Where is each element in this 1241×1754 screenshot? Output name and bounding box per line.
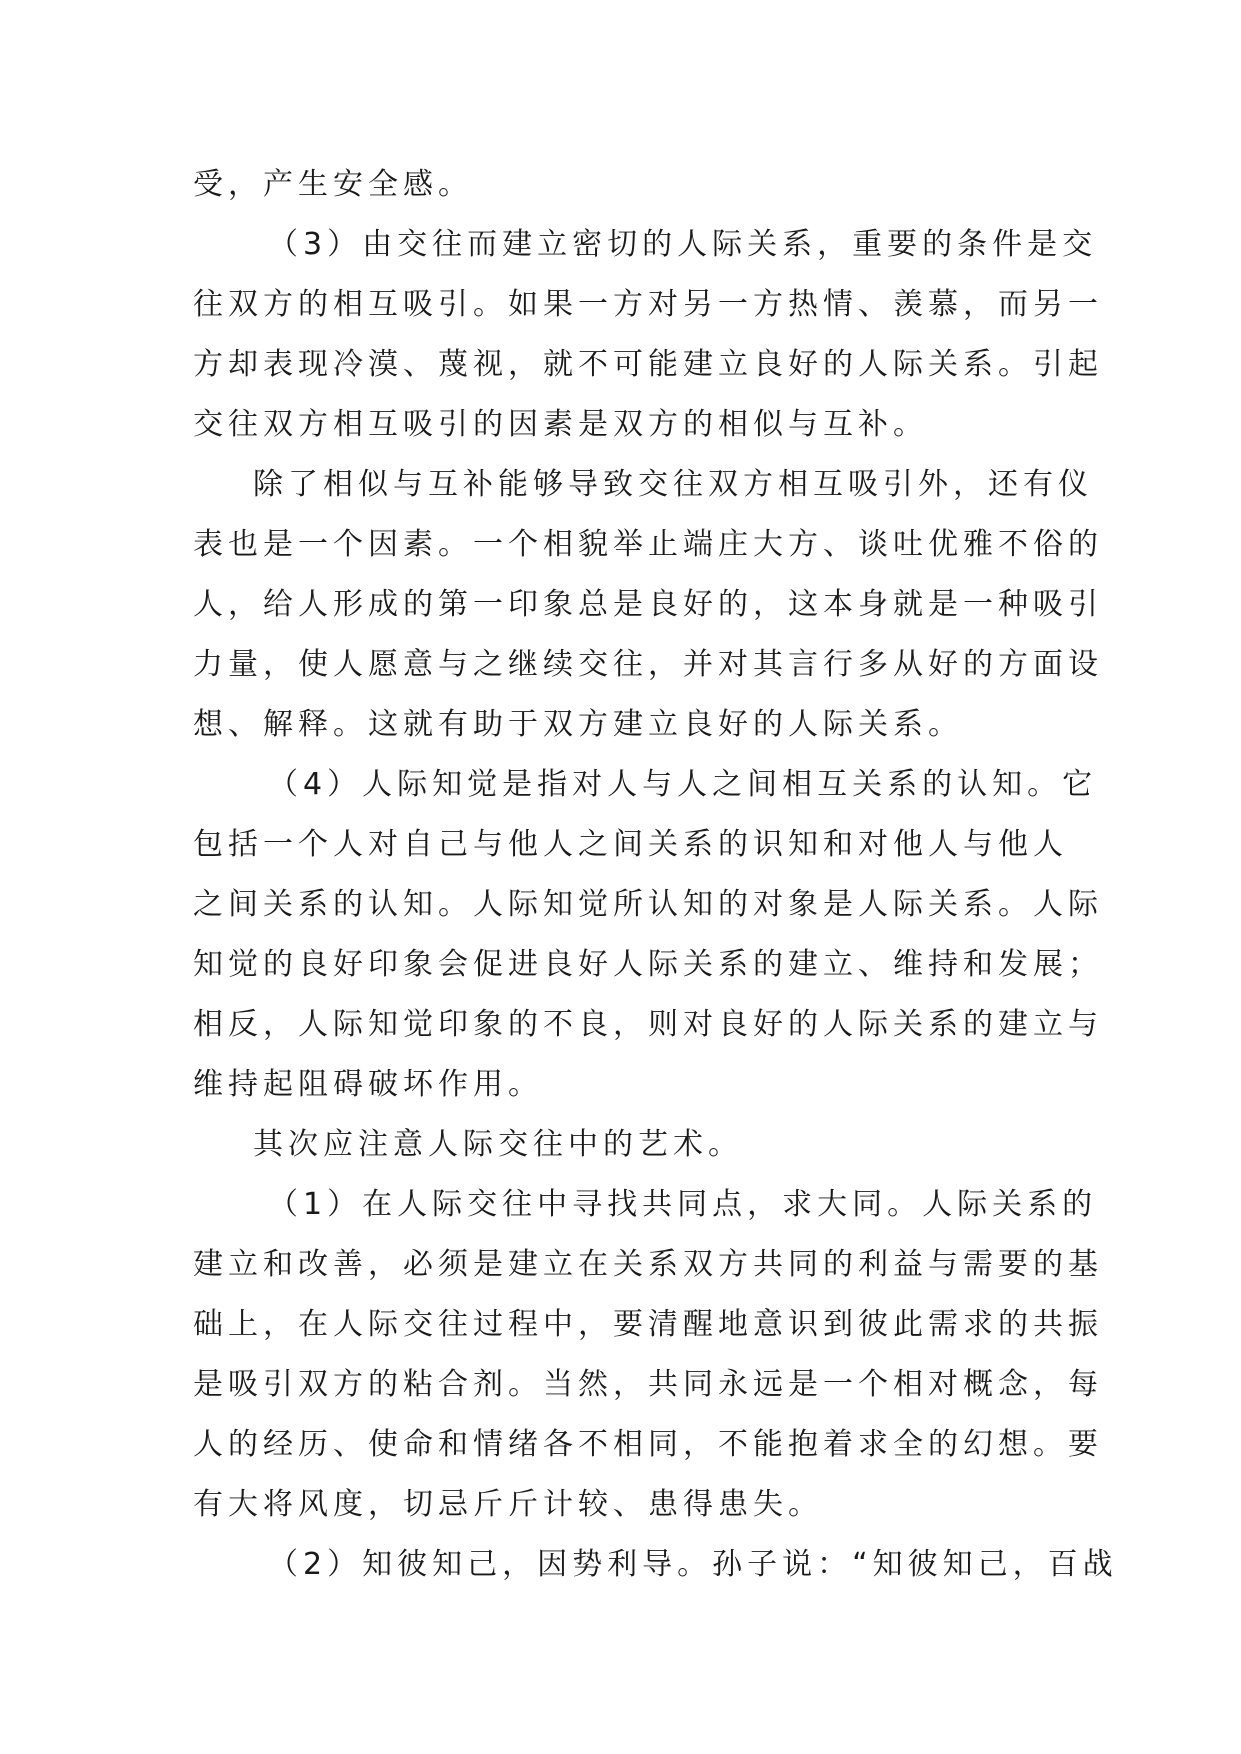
document-body xyxy=(193,155,1118,1595)
paragraph-item-4 xyxy=(193,755,1103,1115)
paragraph-item-2 xyxy=(193,1535,1118,1595)
text-line: 人的经历、使命和情绪各不相同，不能抱着求全的幻想。要 xyxy=(193,1427,1103,1462)
text-line: 人，给人形成的第一印象总是良好的，这本身就是一种吸引 xyxy=(193,587,1103,622)
text-line: 方却表现冷漠、蔑视，就不可能建立良好的人际关系。引起 xyxy=(193,347,1103,382)
text-line: 是吸引双方的粘合剂。当然，共同永远是一个相对概念，每 xyxy=(193,1367,1103,1402)
text-line: （1）在人际交往中寻找共同点，求大同。人际关系的 xyxy=(268,1187,1098,1222)
text-line: 知觉的良好印象会促进良好人际关系的建立、维持和发展； xyxy=(193,947,1103,982)
text-line: 相反，人际知觉印象的不良，则对良好的人际关系的建立与 xyxy=(193,1007,1103,1042)
text-line: （3）由交往而建立密切的人际关系，重要的条件是交 xyxy=(268,227,1098,262)
text-line: 其次应注意人际交往中的艺术。 xyxy=(253,1127,743,1162)
text-line: 维持起阻碍破坏作用。 xyxy=(193,1067,543,1102)
text-line: 有大将风度，切忌斤斤计较、患得患失。 xyxy=(193,1487,823,1522)
text-line: 力量，使人愿意与之继续交往，并对其言行多从好的方面设 xyxy=(193,647,1103,682)
text-line: （4）人际知觉是指对人与人之间相互关系的认知。它 xyxy=(268,767,1098,802)
text-line: 础上，在人际交往过程中，要清醒地意识到彼此需求的共振 xyxy=(193,1307,1103,1342)
text-line: 表也是一个因素。一个相貌举止端庄大方、谈吐优雅不俗的 xyxy=(193,527,1103,562)
text-line: 除了相似与互补能够导致交往双方相互吸引外，还有仪 xyxy=(253,467,1093,502)
paragraph-appearance xyxy=(193,455,1103,755)
text-line: 往双方的相互吸引。如果一方对另一方热情、羡慕，而另一 xyxy=(193,287,1103,322)
text-line: （2）知彼知己，因势利导。孙子说：“知彼知己，百战 xyxy=(268,1547,1118,1582)
paragraph-art-heading xyxy=(193,1115,1053,1175)
paragraph-item-3 xyxy=(193,215,1103,455)
text-line: 想、解释。这就有助于双方建立良好的人际关系。 xyxy=(193,707,963,742)
paragraph-item-1 xyxy=(193,1175,1103,1535)
text-line: 受，产生安全感。 xyxy=(193,167,473,202)
text-line: 之间关系的认知。人际知觉所认知的对象是人际关系。人际 xyxy=(193,887,1103,922)
text-line: 交往双方相互吸引的因素是双方的相似与互补。 xyxy=(193,407,928,442)
paragraph-continuation xyxy=(193,155,1053,215)
text-line: 建立和改善，必须是建立在关系双方共同的利益与需要的基 xyxy=(193,1247,1103,1282)
text-line: 包括一个人对自己与他人之间关系的识知和对他人与他人 xyxy=(193,827,1068,862)
